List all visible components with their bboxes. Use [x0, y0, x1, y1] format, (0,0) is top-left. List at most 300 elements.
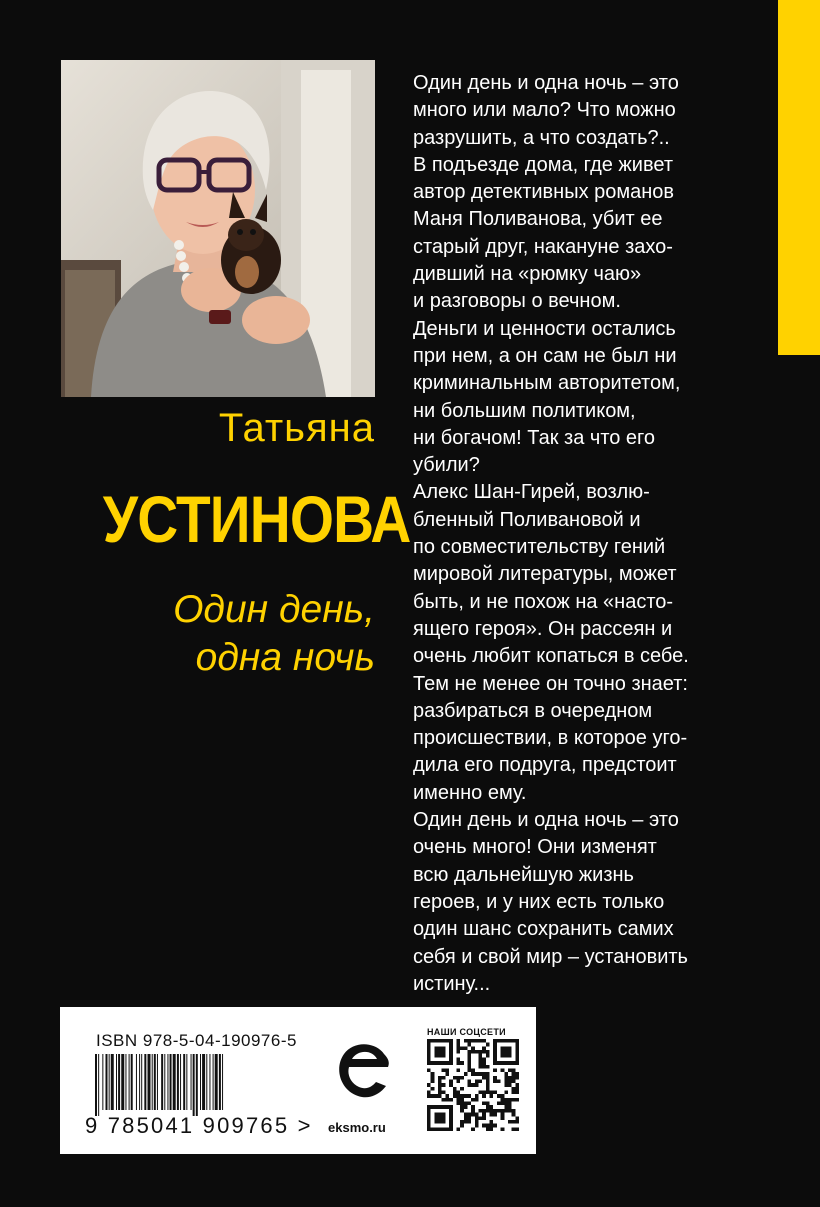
qr-module: [475, 1094, 479, 1098]
qr-module: [438, 1127, 442, 1131]
qr-module: [490, 1120, 494, 1124]
qr-module: [427, 1120, 431, 1124]
qr-module: [482, 1057, 486, 1061]
barcode-bar: [196, 1054, 198, 1116]
qr-module: [504, 1050, 508, 1054]
qr-module: [434, 1127, 438, 1131]
qr-module: [460, 1124, 464, 1128]
barcode-bar: [106, 1054, 108, 1110]
barcode-bar: [161, 1054, 163, 1110]
qr-module: [512, 1091, 516, 1095]
qr-module: [431, 1076, 435, 1080]
qr-module: [445, 1105, 449, 1109]
qr-module: [467, 1068, 471, 1072]
annotation-line: криминальным авторитетом,: [413, 372, 681, 395]
qr-module: [467, 1094, 471, 1098]
annotation-line: именно ему.: [413, 781, 527, 804]
qr-module: [482, 1109, 486, 1113]
qr-module: [460, 1102, 464, 1106]
qr-module: [515, 1061, 519, 1065]
qr-module: [431, 1079, 435, 1083]
qr-module: [471, 1113, 475, 1117]
barcode-digits: 9 785041 909765 >: [85, 1113, 313, 1138]
qr-module: [453, 1087, 457, 1091]
qr-module: [486, 1054, 490, 1058]
qr-module: [456, 1127, 460, 1131]
qr-module: [438, 1076, 442, 1080]
qr-module: [449, 1043, 453, 1047]
qr-module: [497, 1039, 501, 1043]
qr-module: [456, 1098, 460, 1102]
qr-module: [456, 1046, 460, 1050]
barcode-bar: [152, 1054, 153, 1110]
qr-module: [490, 1113, 494, 1117]
barcode: [93, 1054, 295, 1116]
qr-module: [475, 1113, 479, 1117]
barcode-bar: [157, 1054, 158, 1110]
qr-module: [456, 1039, 460, 1043]
qr-module: [493, 1043, 497, 1047]
barcode-bar: [200, 1054, 201, 1110]
qr-module: [471, 1050, 475, 1054]
qr-module: [438, 1087, 442, 1091]
qr-module: [471, 1046, 475, 1050]
qr-module: [501, 1050, 505, 1054]
qr-module: [464, 1113, 468, 1117]
qr-module: [464, 1116, 468, 1120]
qr-module: [449, 1109, 453, 1113]
qr-module: [427, 1083, 431, 1087]
barcode-bar: [213, 1054, 214, 1110]
qr-module: [515, 1083, 519, 1087]
qr-module: [449, 1113, 453, 1117]
qr-module: [464, 1102, 468, 1106]
qr-module: [493, 1057, 497, 1061]
qr-module: [427, 1061, 431, 1065]
qr-module: [449, 1050, 453, 1054]
qr-module: [460, 1094, 464, 1098]
qr-module: [486, 1076, 490, 1080]
qr-module: [493, 1061, 497, 1065]
qr-module: [486, 1124, 490, 1128]
qr-module: [442, 1046, 446, 1050]
qr-module: [434, 1120, 438, 1124]
qr-module: [453, 1076, 457, 1080]
qr-module: [504, 1083, 508, 1087]
qr-module: [442, 1039, 446, 1043]
barcode-bar: [183, 1054, 185, 1110]
qr-module: [442, 1120, 446, 1124]
qr-module: [460, 1046, 464, 1050]
qr-module: [467, 1043, 471, 1047]
barcode-bar: [202, 1054, 205, 1110]
qr-module: [467, 1102, 471, 1106]
qr-module: [486, 1065, 490, 1069]
publisher-site[interactable]: eksmo.ru: [328, 1120, 386, 1135]
qr-module: [508, 1076, 512, 1080]
qr-module: [449, 1105, 453, 1109]
barcode-bar: [209, 1054, 210, 1110]
qr-module: [434, 1054, 438, 1058]
qr-module: [431, 1061, 435, 1065]
qr-module: [482, 1050, 486, 1054]
qr-module: [475, 1039, 479, 1043]
qr-module: [512, 1120, 516, 1124]
qr-module: [486, 1105, 490, 1109]
qr-module: [482, 1116, 486, 1120]
qr-module: [442, 1076, 446, 1080]
qr-module: [445, 1098, 449, 1102]
qr-module: [512, 1113, 516, 1117]
qr-module: [497, 1109, 501, 1113]
barcode-bar: [170, 1054, 172, 1110]
annotation-line: Один день и одна ночь – это: [413, 72, 679, 94]
qr-module: [482, 1072, 486, 1076]
barcode-bar: [180, 1054, 181, 1110]
qr-module: [504, 1109, 508, 1113]
qr-module: [471, 1105, 475, 1109]
annotation-line: и разговоры о вечном.: [413, 290, 621, 313]
qr-module: [486, 1079, 490, 1083]
annotation-line: истину...: [413, 972, 491, 995]
qr-module: [427, 1057, 431, 1061]
qr-module: [464, 1072, 468, 1076]
qr-caption: НАШИ СОЦСЕТИ: [427, 1027, 506, 1037]
qr-module: [442, 1083, 446, 1087]
qr-module: [427, 1043, 431, 1047]
annotation-line: разрушить, а что создать?..: [413, 126, 670, 149]
qr-module: [501, 1046, 505, 1050]
qr-module: [497, 1079, 501, 1083]
qr-module: [467, 1050, 471, 1054]
qr-module: [431, 1094, 435, 1098]
qr-module: [493, 1109, 497, 1113]
qr-module: [471, 1098, 475, 1102]
qr-module: [449, 1057, 453, 1061]
qr-module: [475, 1124, 479, 1128]
qr-module: [504, 1079, 508, 1083]
qr-module: [493, 1054, 497, 1058]
qr-module: [467, 1057, 471, 1061]
qr-module: [438, 1120, 442, 1124]
qr-module: [460, 1061, 464, 1065]
qr-module: [471, 1039, 475, 1043]
qr-module: [445, 1061, 449, 1065]
qr-module: [515, 1050, 519, 1054]
book-title-line: одна ночь: [195, 636, 375, 679]
qr-module: [486, 1050, 490, 1054]
annotation-line: Алекс Шан-Гирей, возлю-: [413, 481, 650, 504]
author-photo: [61, 60, 375, 397]
annotation-line: дила его подруга, предстоит: [413, 754, 677, 777]
qr-module: [442, 1050, 446, 1054]
qr-module: [427, 1050, 431, 1054]
qr-module: [504, 1072, 508, 1076]
qr-module: [460, 1076, 464, 1080]
author-first-name: Татьяна: [218, 406, 375, 450]
qr-module: [479, 1079, 483, 1083]
barcode-bar: [144, 1054, 146, 1110]
qr-module: [482, 1039, 486, 1043]
annotation-line: быть, и не похож на «насто-: [413, 590, 674, 613]
qr-module: [431, 1072, 435, 1076]
annotation-line: ящего героя». Он рассеян и: [413, 617, 673, 640]
qr-module: [482, 1061, 486, 1065]
qr-module: [490, 1091, 494, 1095]
annotation-line: В подъезде дома, где живет: [413, 153, 673, 176]
qr-module: [467, 1054, 471, 1058]
barcode-bar: [222, 1054, 223, 1110]
qr-module: [515, 1043, 519, 1047]
qr-module: [493, 1113, 497, 1117]
qr-module: [479, 1057, 483, 1061]
barcode-bar: [219, 1054, 221, 1110]
qr-module: [508, 1120, 512, 1124]
barcode-bar: [148, 1054, 151, 1110]
qr-module: [482, 1113, 486, 1117]
qr-module: [449, 1046, 453, 1050]
qr-module: [512, 1068, 516, 1072]
qr-module: [512, 1127, 516, 1131]
annotation-line: много или мало? Что можно: [413, 99, 676, 122]
qr-module: [427, 1116, 431, 1120]
qr-module: [438, 1083, 442, 1087]
qr-module: [427, 1046, 431, 1050]
qr-module: [438, 1050, 442, 1054]
qr-module: [449, 1098, 453, 1102]
barcode-bar: [95, 1054, 97, 1116]
barcode-bar: [118, 1054, 120, 1110]
qr-module: [442, 1091, 446, 1095]
qr-module: [515, 1046, 519, 1050]
barcode-bar: [116, 1054, 117, 1110]
qr-module: [431, 1039, 435, 1043]
qr-module: [493, 1091, 497, 1095]
qr-module: [486, 1127, 490, 1131]
qr-module: [442, 1127, 446, 1131]
qr-module: [501, 1039, 505, 1043]
eksmo-logo-icon: [332, 1034, 394, 1106]
yellow-accent-bar: [778, 0, 820, 355]
qr-module: [442, 1098, 446, 1102]
qr-module: [504, 1105, 508, 1109]
qr-module: [497, 1094, 501, 1098]
qr-module: [504, 1046, 508, 1050]
qr-module: [515, 1054, 519, 1058]
annotation-line: себя и свой мир – установить: [413, 945, 688, 968]
qr-module: [460, 1087, 464, 1091]
qr-module: [449, 1083, 453, 1087]
qr-module: [456, 1043, 460, 1047]
qr-module: [438, 1079, 442, 1083]
qr-module: [442, 1061, 446, 1065]
qr-module: [512, 1076, 516, 1080]
qr-module: [427, 1109, 431, 1113]
qr-module: [434, 1116, 438, 1120]
barcode-bar: [121, 1054, 124, 1110]
qr-module: [475, 1116, 479, 1120]
barcode-bar: [111, 1054, 114, 1110]
qr-module: [471, 1083, 475, 1087]
qr-module: [512, 1087, 516, 1091]
annotation-line: очень любит копаться в себе.: [413, 645, 689, 668]
qr-module: [482, 1124, 486, 1128]
qr-module: [504, 1061, 508, 1065]
qr-module: [467, 1116, 471, 1120]
qr-module: [427, 1127, 431, 1131]
qr-module: [431, 1105, 435, 1109]
qr-module: [486, 1043, 490, 1047]
qr-module: [504, 1102, 508, 1106]
qr-module: [479, 1116, 483, 1120]
qr-module: [467, 1083, 471, 1087]
annotation-line: дивший на «рюмку чаю»: [413, 263, 642, 286]
qr-module: [438, 1113, 442, 1117]
qr-module: [456, 1079, 460, 1083]
qr-module: [504, 1098, 508, 1102]
annotation-line: героев, и у них есть только: [413, 890, 665, 913]
qr-module: [453, 1094, 457, 1098]
qr-module: [493, 1050, 497, 1054]
qr-module: [512, 1061, 516, 1065]
barcode-bar: [131, 1054, 133, 1110]
qr-module: [449, 1054, 453, 1058]
qr-module: [479, 1054, 483, 1058]
qr-module: [512, 1079, 516, 1083]
qr-module: [508, 1098, 512, 1102]
annotation-line: ни богачом! Так за что его: [413, 426, 656, 449]
qr-module: [508, 1083, 512, 1087]
barcode-bar: [164, 1054, 165, 1110]
qr-module: [501, 1054, 505, 1058]
qr-module: [515, 1120, 519, 1124]
qr-module: [482, 1076, 486, 1080]
qr-module: [460, 1098, 464, 1102]
qr-module: [464, 1120, 468, 1124]
qr-module: [512, 1072, 516, 1076]
qr-module: [456, 1050, 460, 1054]
barcode-bar: [191, 1054, 192, 1110]
qr-module: [475, 1083, 479, 1087]
qr-module: [427, 1094, 431, 1098]
annotation-line: старый друг, накануне захо-: [413, 235, 673, 258]
qr-module: [434, 1094, 438, 1098]
qr-module: [493, 1046, 497, 1050]
qr-module: [508, 1068, 512, 1072]
qr-module: [515, 1072, 519, 1076]
qr-module: [467, 1120, 471, 1124]
qr-module: [479, 1109, 483, 1113]
qr-module: [438, 1091, 442, 1095]
qr-module: [475, 1120, 479, 1124]
qr-module: [486, 1102, 490, 1106]
qr-code-icon[interactable]: [427, 1039, 519, 1131]
qr-module: [508, 1061, 512, 1065]
qr-module: [486, 1091, 490, 1095]
qr-module: [501, 1116, 505, 1120]
qr-module: [438, 1094, 442, 1098]
annotation-line: ни большим политиком,: [413, 399, 636, 422]
qr-module: [515, 1076, 519, 1080]
qr-module: [486, 1072, 490, 1076]
qr-module: [501, 1068, 505, 1072]
qr-module: [490, 1124, 494, 1128]
info-box: [60, 1007, 536, 1154]
qr-module: [479, 1050, 483, 1054]
qr-module: [497, 1061, 501, 1065]
qr-module: [508, 1102, 512, 1106]
qr-module: [434, 1039, 438, 1043]
qr-module: [482, 1046, 486, 1050]
annotation-line: Один день и одна ночь – это: [413, 809, 679, 832]
qr-module: [508, 1039, 512, 1043]
barcode-bar: [125, 1054, 126, 1110]
qr-module: [490, 1094, 494, 1098]
qr-module: [501, 1094, 505, 1098]
qr-module: [490, 1109, 494, 1113]
qr-module: [460, 1105, 464, 1109]
qr-module: [493, 1068, 497, 1072]
qr-module: [438, 1061, 442, 1065]
qr-module: [475, 1079, 479, 1083]
qr-module: [467, 1065, 471, 1069]
qr-module: [512, 1039, 516, 1043]
annotation-line: очень много! Они изменят: [413, 836, 657, 859]
barcode-bar: [136, 1054, 137, 1110]
qr-module: [427, 1068, 431, 1072]
qr-module: [479, 1091, 483, 1095]
qr-module: [438, 1046, 442, 1050]
qr-module: [486, 1109, 490, 1113]
qr-module: [475, 1098, 479, 1102]
qr-module: [508, 1050, 512, 1054]
qr-module: [501, 1127, 505, 1131]
qr-module: [508, 1046, 512, 1050]
qr-module: [456, 1091, 460, 1095]
annotation-line: Деньги и ценности остались: [413, 317, 676, 340]
qr-module: [471, 1109, 475, 1113]
qr-module: [504, 1076, 508, 1080]
qr-module: [515, 1039, 519, 1043]
qr-module: [490, 1127, 494, 1131]
qr-module: [515, 1057, 519, 1061]
qr-module: [475, 1072, 479, 1076]
qr-module: [467, 1039, 471, 1043]
qr-module: [449, 1079, 453, 1083]
qr-module: [464, 1105, 468, 1109]
qr-module: [434, 1046, 438, 1050]
qr-module: [464, 1094, 468, 1098]
qr-module: [515, 1127, 519, 1131]
qr-module: [493, 1076, 497, 1080]
qr-module: [479, 1039, 483, 1043]
annotation-line: один шанс сохранить самих: [413, 918, 674, 941]
qr-module: [467, 1061, 471, 1065]
qr-module: [445, 1068, 449, 1072]
qr-module: [479, 1061, 483, 1065]
qr-module: [442, 1054, 446, 1058]
qr-module: [449, 1124, 453, 1128]
qr-module: [508, 1105, 512, 1109]
annotation-line: мировой литературы, может: [413, 563, 677, 586]
qr-module: [460, 1120, 464, 1124]
qr-module: [493, 1039, 497, 1043]
qr-module: [449, 1061, 453, 1065]
qr-module: [515, 1091, 519, 1095]
qr-module: [434, 1113, 438, 1117]
barcode-bar: [98, 1054, 99, 1116]
qr-module: [501, 1109, 505, 1113]
